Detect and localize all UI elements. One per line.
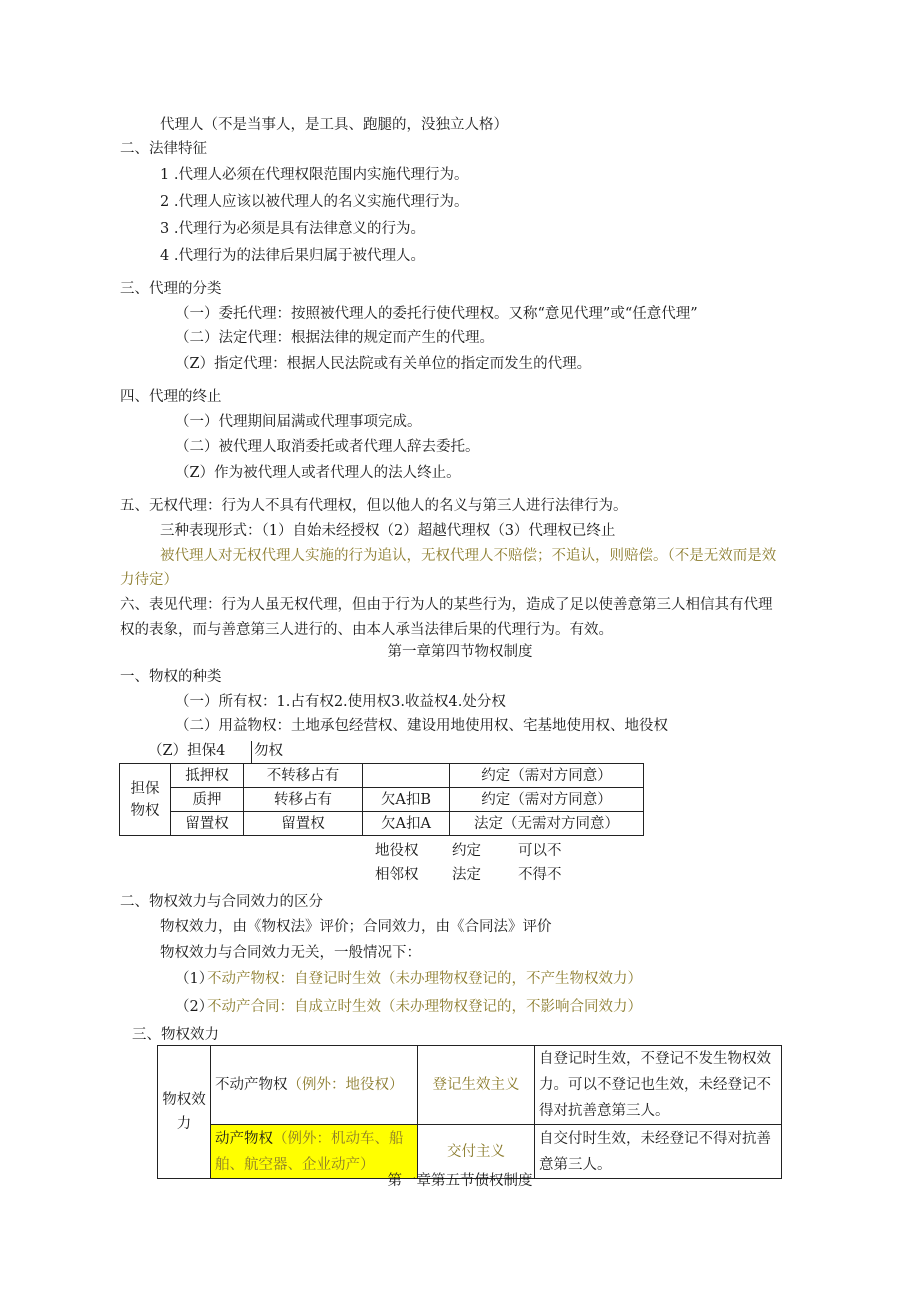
list-item: （Z）担保4 (148, 743, 226, 759)
list-item: （二）法定代理：根据法律的规定而产生的代理。 (175, 330, 494, 346)
property-effect-table (157, 1045, 782, 1179)
list-item: 4 .代理行为的法律后果归属于被代理人。 (160, 248, 425, 264)
table-row-header: 担保物权 (120, 764, 171, 836)
table-cell: 法定（无需对方同意） (450, 812, 644, 836)
cell-note: （例外：地役权） (287, 1077, 404, 1093)
table-cell: 转移占有 (244, 788, 363, 812)
list-item: （一）所有权：1.占有权2.使用权3.收益权4.处分权 (175, 694, 506, 710)
table-cell: 自登记时生效，不登记不发生物权效力。可以不登记也生效，未经登记不得对抗善意第三人。 (535, 1046, 782, 1125)
table-cell: 抵押权 (171, 764, 244, 788)
list-item: （Z）作为被代理人或者代理人的法人终止。 (175, 465, 461, 481)
table-cell: 不转移占有 (244, 764, 363, 788)
note-line: 力待定） (120, 572, 178, 588)
section-heading: 四、代理的终止 (120, 389, 222, 405)
list-item: 勿权 (254, 743, 283, 759)
text-line: 物权效力与合同效力无关，一般情况下： (160, 945, 421, 961)
divider (251, 741, 252, 763)
security-rights-table (119, 763, 644, 836)
list-item: （二）用益物权：土地承包经营权、建设用地使用权、宅基地使用权、地役权 (175, 718, 668, 734)
table-cell: 约定（需对方同意） (450, 764, 644, 788)
table-cell: 质押 (171, 788, 244, 812)
list-item: （Z）指定代理：根据人民法院或有关单位的指定而发生的代理。 (175, 356, 592, 372)
table-cell: 约定（需对方同意） (450, 788, 644, 812)
cell-text: 动产物权 (215, 1130, 273, 1147)
section-heading: 二、法律特征 (120, 141, 207, 157)
section-heading: 一、物权的种类 (120, 669, 222, 685)
cell-note: （例外：机动车、船舶、航空器、企业动产） (215, 1130, 404, 1173)
table-cell: 自交付时生效，未经登记不得对抗善意第三人。 (535, 1125, 782, 1179)
list-marker: （2） (175, 999, 214, 1015)
text-line: 不得不 (518, 867, 562, 883)
chapter-title: 第一章第五节债权制度 (387, 1173, 533, 1189)
list-item: （一）委托代理：按照被代理人的委托行使代理权。又称“意见代理”或“任意代理” (175, 306, 698, 322)
text-line: 权的表象，而与善意第三人进行的、由本人承当法律后果的代理行为。有效。 (120, 622, 613, 638)
list-marker: （1） (175, 971, 214, 987)
text-line: 物权效力，由《物权法》评价；合同效力，由《合同法》评价 (160, 919, 552, 935)
text-line: 法定 (452, 867, 481, 883)
section-heading: 六、表见代理：行为人虽无权代理，但由于行为人的某些行为，造成了足以使善意第三人相信其有代理 (120, 597, 773, 613)
table-cell: 留置权 (244, 812, 363, 836)
text-line: 三种表现形式：（1）自始未经授权（2）超越代理权（3）代理权已终止 (160, 523, 616, 539)
table-cell: 欠A扣A (363, 812, 450, 836)
list-item: 1 .代理人必须在代理权限范围内实施代理行为。 (160, 167, 469, 183)
note-line: 不动产物权：自登记时生效（未办理物权登记的，不产生物权效力） (207, 971, 642, 987)
table-cell: 交付主义 (418, 1125, 535, 1179)
text-line: 约定 (452, 843, 481, 859)
cell-text: 不动产物权 (215, 1077, 288, 1093)
chapter-title: 第一章第四节物权制度 (387, 644, 533, 660)
table-cell: 登记生效主义 (418, 1046, 535, 1125)
table-cell: 留置权 (171, 812, 244, 836)
section-heading: 五、无权代理：行为人不具有代理权，但以他人的名义与第三人进行法律行为。 (120, 498, 628, 514)
note-line: 被代理人对无权代理人实施的行为追认，无权代理人不赔偿；不追认，则赔偿。（不是无效而是效 (160, 548, 777, 564)
table-cell: 欠A扣B (363, 788, 450, 812)
section-heading: 三、代理的分类 (120, 281, 222, 297)
list-item: （一）代理期间届满或代理事项完成。 (175, 414, 422, 430)
text-line: 地役权 (375, 843, 419, 859)
list-item: 2 .代理人应该以被代理人的名义实施代理行为。 (160, 194, 469, 210)
section-heading: 三、物权效力 (132, 1027, 219, 1043)
table-cell (211, 1046, 418, 1125)
section-heading: 二、物权效力与合同效力的区分 (120, 894, 323, 910)
text-line: 代理人（不是当事人，是工具、跑腿的，没独立人格） (160, 117, 508, 133)
list-item: 3 .代理行为必须是具有法律意义的行为。 (160, 221, 425, 237)
table-row-header: 物权效力 (158, 1046, 211, 1179)
table-cell (363, 764, 450, 788)
note-line: 不动产合同：自成立时生效（未办理物权登记的，不影响合同效力） (207, 999, 642, 1015)
list-item: （二）被代理人取消委托或者代理人辞去委托。 (175, 439, 480, 455)
text-line: 相邻权 (375, 867, 419, 883)
text-line: 可以不 (518, 843, 562, 859)
